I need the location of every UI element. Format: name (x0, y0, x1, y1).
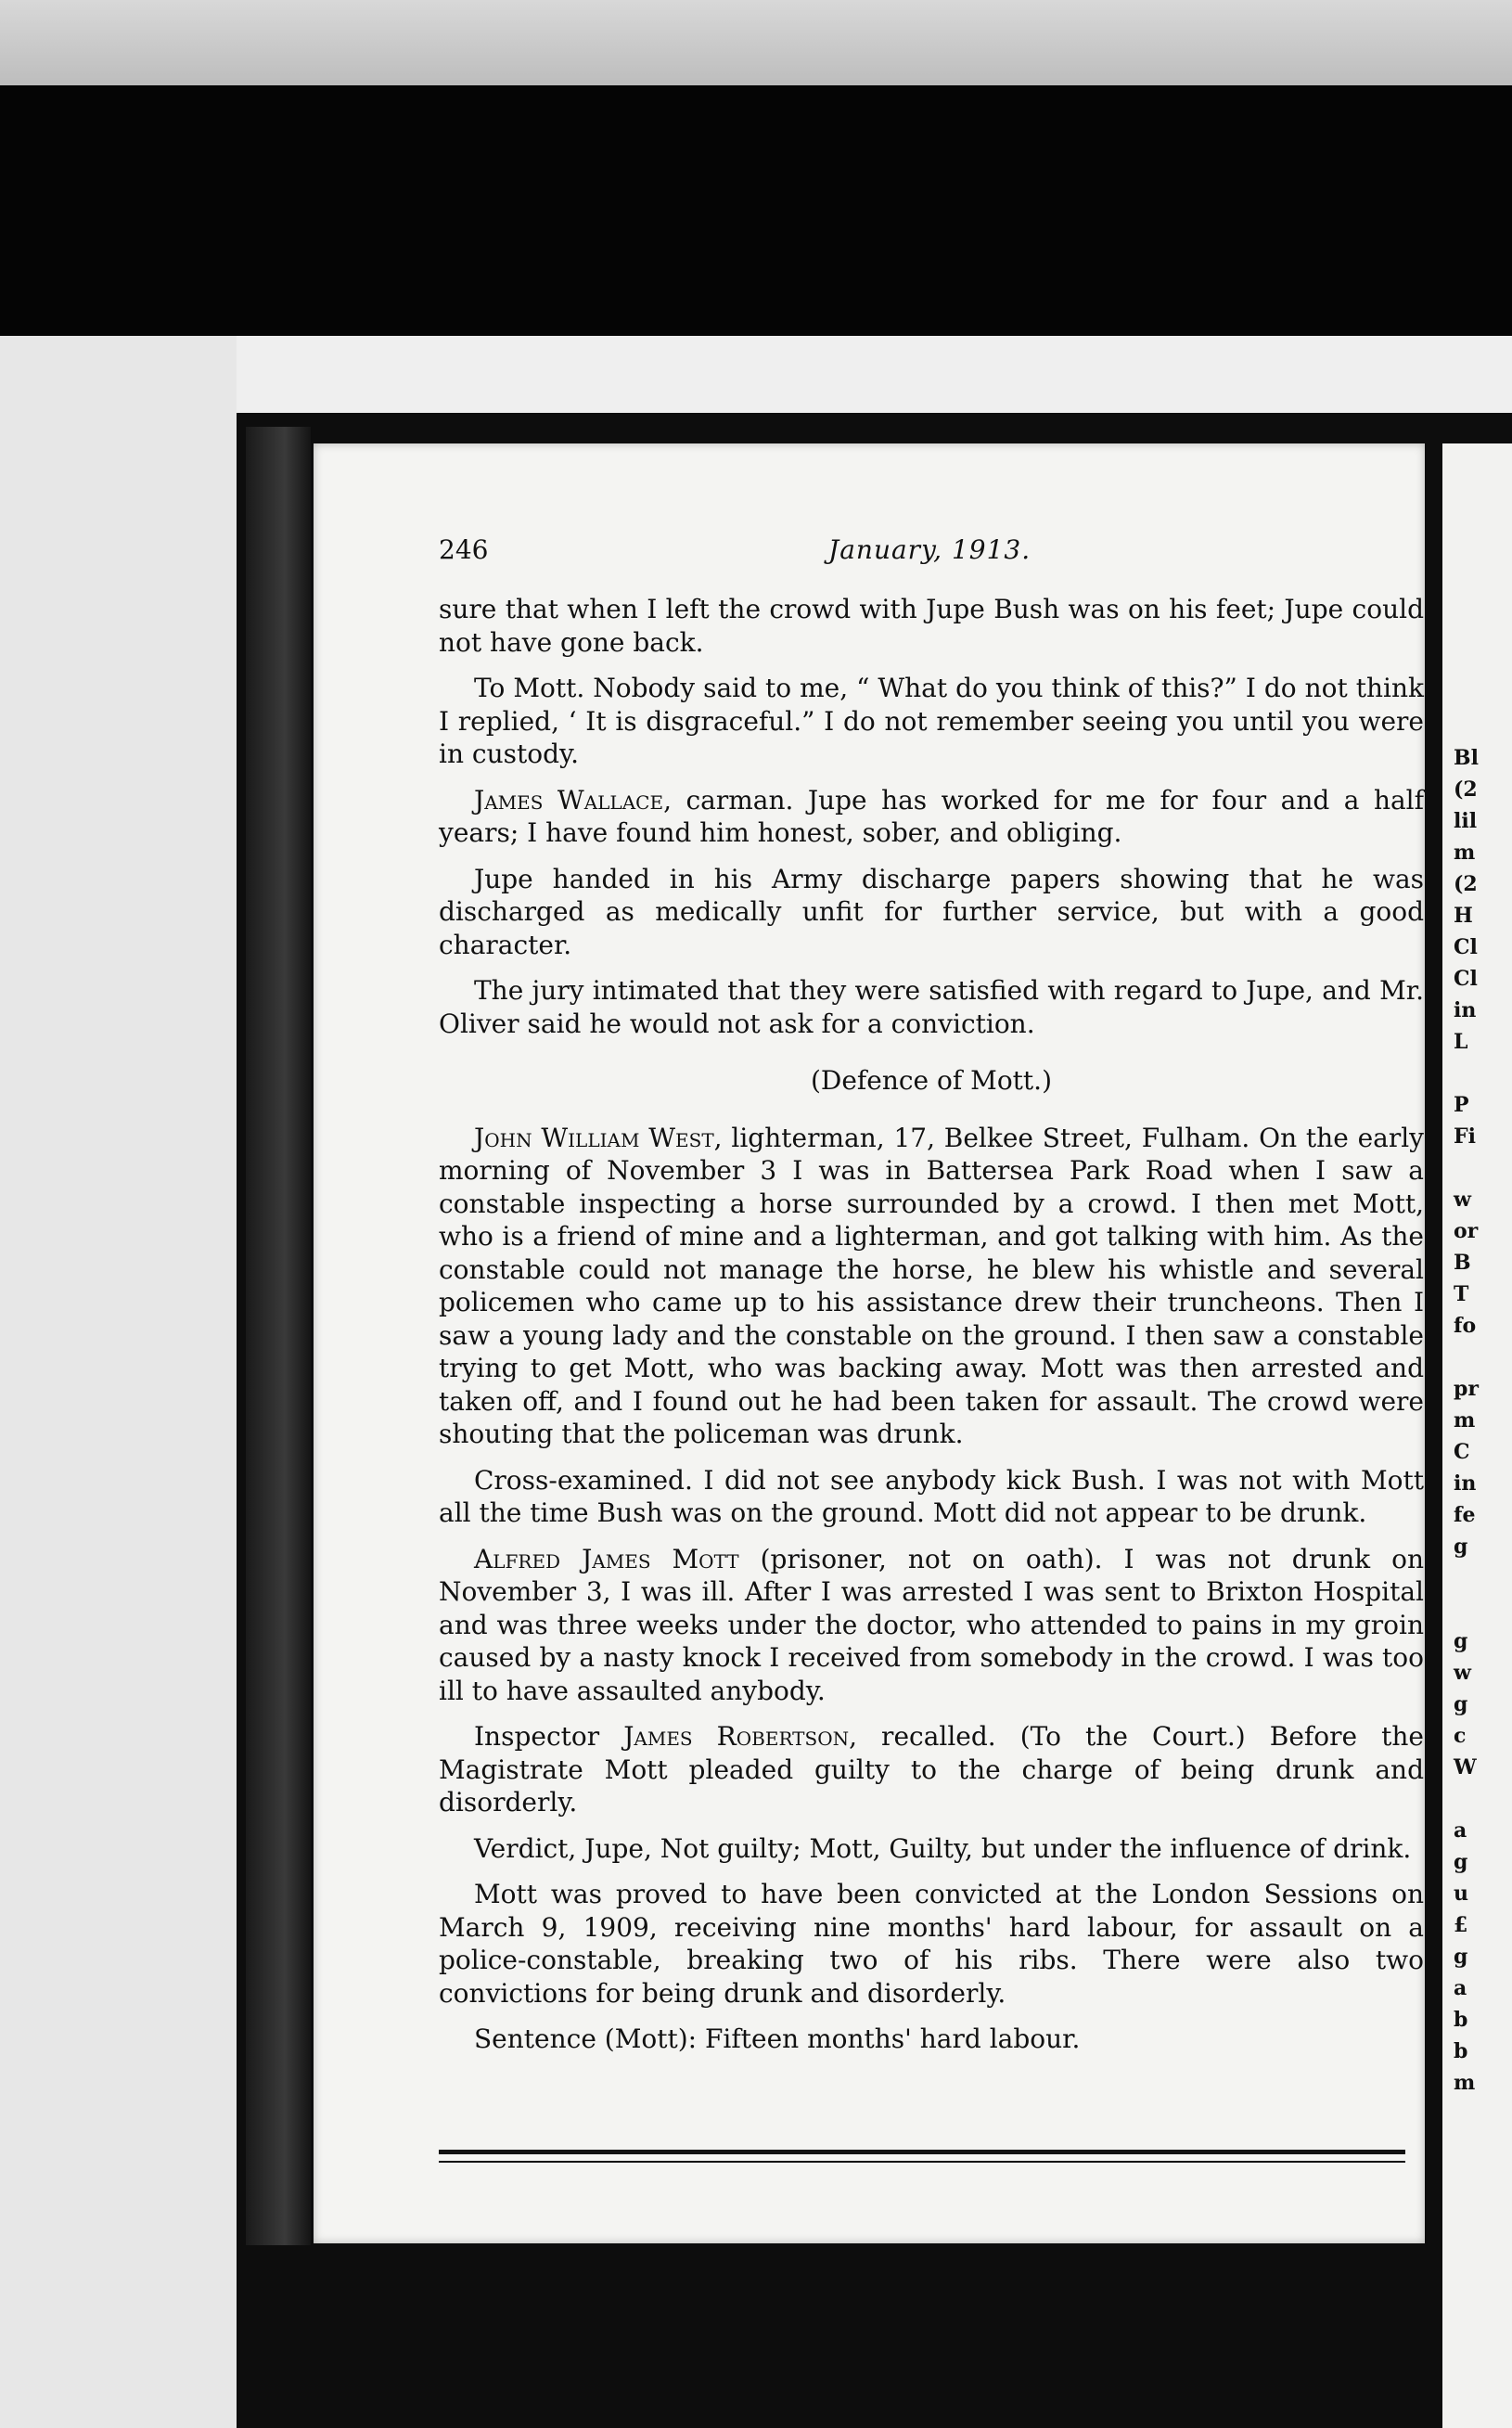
next-page-fragment: a (1454, 1976, 1467, 2000)
next-page-fragments (1442, 443, 1512, 2099)
next-page-fragment (1442, 1783, 1512, 1815)
closing-rule-thick (439, 2150, 1405, 2154)
next-page-fragment: m (1454, 841, 1476, 865)
paragraph: Cross-examined. I did not see anybody kick Bush. I was not with Mott all the time Bush was on the ground. Mott did not appear to be drunk. (439, 1464, 1424, 1528)
next-page-fragment: g (1454, 1535, 1468, 1559)
next-page-fragment: m (1454, 1408, 1476, 1432)
next-page-fragment: lil (1454, 809, 1478, 833)
running-head: January, 1913. (828, 534, 1031, 565)
next-page-fragment (1442, 1562, 1512, 1594)
next-page-fragment: W (1454, 1755, 1477, 1779)
page-number: 246 (439, 534, 489, 565)
testimony-text: , recalled. (To the Court.) Before the Magistrate Mott pleaded guilty to the charge of being drunk and disorderly. (439, 1721, 1424, 1818)
next-page-fragment: u (1454, 1882, 1468, 1906)
next-page-fragment: P (1454, 1093, 1469, 1117)
next-page-fragment: w (1454, 1661, 1471, 1685)
next-page-fragment: a (1454, 1818, 1467, 1843)
paragraph: Jupe handed in his Army discharge papers showing that he was discharged as medically unfit for further service, but with a good character. (439, 863, 1424, 960)
next-page-fragment: (2 (1454, 872, 1478, 896)
next-page-fragment: g (1454, 1629, 1468, 1653)
testimony-text: (prisoner, not on oath). I was not drunk on November 3, I was ill. After I was arrested I was sent to Brixton Hospital and was three weeks under the doctor, who attended to pains in my groin caused by a nasty knock I received from somebody in the crowd. I was too ill to have assaulted anybody. (439, 1543, 1424, 1706)
next-page-fragment (1442, 1152, 1512, 1184)
next-page-fragment: g (1454, 1945, 1468, 1969)
next-page-fragment: in (1454, 1471, 1477, 1496)
page-header (439, 533, 1424, 572)
next-page-fragment: b (1454, 2039, 1468, 2063)
title-prefix: Inspector (474, 1721, 624, 1752)
next-page-fragment: c (1454, 1724, 1467, 1748)
next-page-fragment: H (1454, 904, 1473, 928)
next-page-fragment: Fi (1454, 1124, 1476, 1149)
witness-name: James Robertson (623, 1721, 850, 1752)
witness-name: John William West (474, 1122, 714, 1153)
next-page-fragment: pr (1454, 1377, 1479, 1401)
next-page-fragment: L (1454, 1030, 1468, 1054)
next-page-fragment: Cl (1454, 935, 1478, 959)
paragraph: sure that when I left the crowd with Jupe Bush was on his feet; Jupe could not have gone back. (439, 594, 1424, 658)
next-page-fragment: Cl (1454, 967, 1478, 991)
paragraph (439, 784, 1424, 850)
next-page-fragment: in (1454, 998, 1477, 1022)
next-page-fragment: w (1454, 1188, 1471, 1212)
scan-black-band (0, 85, 1512, 336)
paragraph: Verdict, Jupe, Not guilty; Mott, Guilty, but under the influence of drink. (474, 1832, 1412, 1864)
witness-name: James Wallace (474, 784, 664, 816)
next-page-fragment: Bl (1454, 746, 1479, 770)
paragraph (439, 1543, 1424, 1708)
next-page-strip (1442, 443, 1512, 2428)
next-page-fragment: B (1454, 1251, 1471, 1275)
page-content (439, 533, 1424, 2069)
paragraph: Sentence (Mott): Fifteen months' hard labour. (474, 2023, 1081, 2054)
next-page-fragment: C (1454, 1440, 1470, 1464)
testimony-text: , lighterman, 17, Belkee Street, Fulham. On the early morning of November 3 I was in Battersea Park Road when I saw a constable inspecting a horse surrounded by a crowd. I then met Mott, who is a friend of mine and a lighterman, and got talking with him. As the constable could not manage the horse, he blew his whistle and several policemen who came up to his assistance drew their truncheons. Then I saw a young lady and the constable on the ground. I then saw a constable trying to get Mott, who was backing away. Mott was then arrested and taken off, and I found out he had been taken for assault. The crowd were shouting that the policeman was drunk. (439, 1122, 1424, 1449)
book-edge-left (246, 427, 311, 2245)
scan-top-edge (0, 0, 1512, 85)
paragraph: Mott was proved to have been convicted at the London Sessions on March 9, 1909, receiving nine months' hard labour, for assault on a police-constable, breaking two of his ribs. There were also two convictions for being drunk and disorderly. (439, 1879, 1424, 2009)
closing-rule-thin (439, 2161, 1405, 2163)
next-page-fragment: m (1454, 2071, 1476, 2095)
witness-name: Alfred James Mott (474, 1543, 739, 1574)
next-page-fragment: £ (1454, 1913, 1468, 1937)
scan-left-margin (0, 336, 237, 2428)
next-page-fragment: or (1454, 1219, 1479, 1243)
testimony-text: , carman. Jupe has worked for me for four and a half years; I have found him honest, sober, and obliging. (439, 784, 1424, 848)
next-page-fragment: (2 (1454, 777, 1478, 802)
paragraph: To Mott. Nobody said to me, “ What do you think of this?” I do not think I replied, ‘ It is disgraceful.” I do not remember seeing you until you were in custody. (439, 673, 1424, 769)
paragraph (439, 1122, 1424, 1451)
next-page-fragment: g (1454, 1850, 1468, 1874)
next-page-fragment: b (1454, 2008, 1468, 2032)
paragraph: The jury intimated that they were satisfied with regard to Jupe, and Mr. Oliver said he would not ask for a conviction. (439, 975, 1424, 1039)
paragraph (439, 1720, 1424, 1819)
section-heading: (Defence of Mott.) (810, 1065, 1053, 1096)
next-page-fragment (1442, 1342, 1512, 1373)
next-page-fragment: fe (1454, 1503, 1476, 1527)
next-page-fragment (1442, 1594, 1512, 1625)
next-page-fragment: g (1454, 1692, 1468, 1716)
next-page-fragment (1442, 1058, 1512, 1089)
next-page-fragment: T (1454, 1282, 1469, 1306)
next-page-fragment: fo (1454, 1314, 1477, 1338)
